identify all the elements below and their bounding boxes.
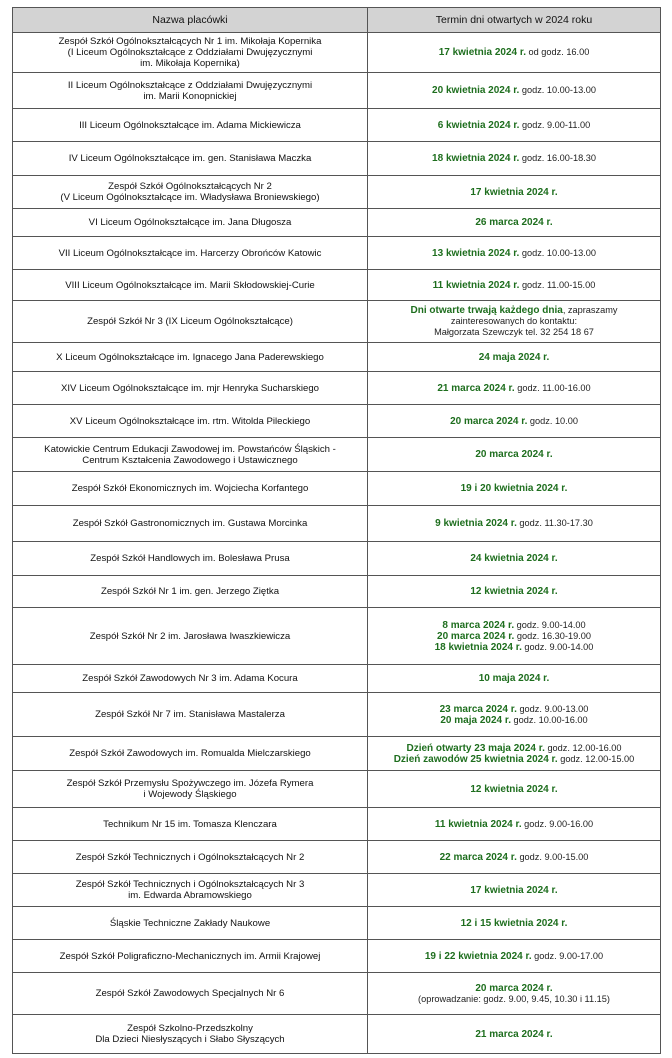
table-row <box>13 940 661 973</box>
table-row <box>13 737 661 771</box>
school-name-line: Zespół Szkół Nr 2 im. Jarosława Iwaszkiewicza <box>89 630 291 642</box>
school-name-cell <box>13 301 368 343</box>
school-name-line: X Liceum Ogólnokształcące im. Ignacego Jana Paderewskiego <box>56 351 324 363</box>
table-row <box>13 874 661 907</box>
open-days-line <box>374 280 654 291</box>
open-days-cell <box>368 343 661 372</box>
school-name-cell <box>13 771 368 808</box>
open-days-cell <box>368 1015 661 1054</box>
table-row <box>13 665 661 693</box>
school-name-cell <box>13 576 368 608</box>
open-days-line <box>374 715 654 726</box>
open-day-hours: godz. 11.00-15.00 <box>519 279 596 290</box>
open-days-line <box>374 327 654 338</box>
open-day-hours: godz. 12.00-15.00 <box>557 753 635 764</box>
open-day-date: 20 kwietnia 2024 r. <box>432 85 520 96</box>
school-name-cell <box>13 472 368 506</box>
open-days-line <box>374 743 654 754</box>
school-name-line: Zespół Szkół Nr 1 im. gen. Jerzego Ziętka <box>100 586 280 597</box>
school-name-line: (V Liceum Ogólnokształcące im. Władysława Broniewskiego) <box>60 192 320 203</box>
school-name-line: Zespół Szkół Nr 3 (IX Liceum Ogólnokształcące) <box>87 316 293 327</box>
open-days-line <box>374 483 654 494</box>
open-day-date: 20 marca 2024 r. <box>475 449 553 460</box>
open-days-line <box>374 620 654 631</box>
open-days-line <box>374 642 654 653</box>
open-days-line <box>374 248 654 259</box>
open-days-line <box>374 518 654 529</box>
school-name-cell <box>13 874 368 907</box>
open-day-date: 11 kwietnia 2024 r. <box>432 279 520 291</box>
school-name-line: Zespół Szkół Technicznych i Ogólnokształcących Nr 2 <box>75 851 305 863</box>
school-name-line: Zespół Szkół Ogólnokształcących Nr 2 <box>108 181 272 192</box>
table-row <box>13 438 661 472</box>
table-row <box>13 109 661 142</box>
open-days-table <box>12 7 661 1054</box>
school-name-cell <box>13 109 368 142</box>
open-day-hours: godz. 10.00-16.00 <box>511 714 588 725</box>
open-day-date: 20 maja 2024 r. <box>440 714 511 726</box>
table-row <box>13 1015 661 1054</box>
table-row <box>13 372 661 405</box>
school-name-line: im. Mikołaja Kopernika) <box>140 58 240 69</box>
open-day-date: Dni otwarte trwają każdego dnia <box>410 305 563 316</box>
table-body <box>13 33 661 1054</box>
school-name-cell <box>13 808 368 841</box>
school-name-line: Zespół Szkolno-Przedszkolny <box>127 1023 253 1034</box>
open-days-line <box>374 983 654 994</box>
open-day-hours: (oprowadzanie: godz. 9.00, 9.45, 10.30 i 11.15) <box>418 993 610 1004</box>
open-days-cell <box>368 209 661 237</box>
open-days-cell <box>368 608 661 665</box>
open-day-date: 17 kwietnia 2024 r. <box>438 47 526 58</box>
school-name-line: II Liceum Ogólnokształcące z Oddziałami Dwujęzycznymi <box>67 79 313 91</box>
open-day-date: 17 kwietnia 2024 r. <box>470 884 558 896</box>
school-name-cell <box>13 209 368 237</box>
school-name-cell <box>13 270 368 301</box>
school-name-line: Technikum Nr 15 im. Tomasza Klenczara <box>103 818 277 830</box>
open-day-date: 26 marca 2024 r. <box>475 217 553 228</box>
open-days-cell <box>368 841 661 874</box>
table-header <box>13 8 661 33</box>
open-days-cell <box>368 973 661 1015</box>
school-name-line: im. Edwarda Abramowskiego <box>128 890 252 901</box>
open-day-hours: godz. 9.00-16.00 <box>521 818 594 829</box>
school-name-line: im. Marii Konopnickiej <box>143 90 237 102</box>
school-name-line: IV Liceum Ogólnokształcące im. gen. Stanisława Maczka <box>68 153 312 164</box>
open-days-cell <box>368 472 661 506</box>
open-day-hours: Małgorzata Szewczyk tel. 32 254 18 67 <box>434 327 594 337</box>
school-name-cell <box>13 237 368 270</box>
table-row <box>13 576 661 608</box>
open-days-line <box>374 383 654 394</box>
open-days-line <box>374 586 654 597</box>
column-header-open-days: Termin dni otwartych w 2024 roku <box>368 8 661 33</box>
open-day-date: 10 maja 2024 r. <box>478 673 550 684</box>
open-days-cell <box>368 438 661 472</box>
school-name-cell <box>13 973 368 1015</box>
open-day-hours: godz. 16.30-19.00 <box>514 630 591 641</box>
school-name-line: Dla Dzieci Niesłyszących i Słabo Słyszących <box>95 1034 285 1045</box>
open-days-cell <box>368 33 661 73</box>
open-day-date: 24 maja 2024 r. <box>478 351 550 363</box>
open-day-hours: , zapraszamy <box>562 305 618 315</box>
open-day-date: 11 kwietnia 2024 r. <box>434 818 522 830</box>
open-days-cell <box>368 301 661 343</box>
open-days-cell <box>368 771 661 808</box>
open-days-line <box>374 316 654 327</box>
open-day-date: 6 kwietnia 2024 r. <box>437 119 520 131</box>
table-row <box>13 808 661 841</box>
open-day-date: 19 i 20 kwietnia 2024 r. <box>460 483 568 494</box>
table-row <box>13 176 661 209</box>
school-name-line: Zespół Szkół Ogólnokształcących Nr 1 im. Mikołaja Kopernika <box>58 36 322 47</box>
open-days-line <box>374 819 654 830</box>
open-days-cell <box>368 808 661 841</box>
school-name-line: Katowickie Centrum Edukacji Zawodowej im. Powstańców Śląskich - <box>44 443 336 455</box>
header-row <box>13 8 661 33</box>
table-row <box>13 209 661 237</box>
school-name-line: VI Liceum Ogólnokształcące im. Jana Długosza <box>88 217 292 228</box>
open-day-date: 21 marca 2024 r. <box>475 1028 553 1040</box>
open-days-table-wrapper <box>12 7 660 1054</box>
table-row <box>13 33 661 73</box>
open-days-line <box>374 994 654 1005</box>
school-name-line: Zespół Szkół Ekonomicznych im. Wojciecha Korfantego <box>71 483 309 494</box>
table-row <box>13 472 661 506</box>
open-day-date: 20 marca 2024 r. <box>475 982 553 994</box>
open-days-line <box>374 416 654 427</box>
open-day-date: 18 kwietnia 2024 r. <box>434 641 522 653</box>
school-name-cell <box>13 907 368 940</box>
open-days-line <box>374 704 654 715</box>
open-day-hours: od godz. 16.00 <box>525 47 590 57</box>
school-name-line: Centrum Kształcenia Zawodowego i Ustawicznego <box>82 454 298 466</box>
table-row <box>13 405 661 438</box>
school-name-line: XIV Liceum Ogólnokształcące im. mjr Henryka Sucharskiego <box>60 382 320 394</box>
school-name-cell <box>13 1015 368 1054</box>
school-name-cell <box>13 693 368 737</box>
open-day-hours: godz. 9.00-13.00 <box>516 703 589 714</box>
open-days-cell <box>368 372 661 405</box>
open-days-cell <box>368 693 661 737</box>
open-day-date: 22 marca 2024 r. <box>439 851 517 863</box>
school-name-line: Zespół Szkół Handlowych im. Bolesława Prusa <box>90 553 290 564</box>
school-name-line: Zespół Szkół Zawodowych im. Romualda Mielczarskiego <box>69 748 311 759</box>
open-days-cell <box>368 874 661 907</box>
open-day-date: 12 i 15 kwietnia 2024 r. <box>460 917 568 929</box>
open-day-hours: godz. 16.00-18.30 <box>519 153 596 163</box>
open-day-date: 12 kwietnia 2024 r. <box>470 783 558 795</box>
open-day-date: 19 i 22 kwietnia 2024 r. <box>424 950 532 962</box>
open-days-line <box>374 217 654 228</box>
school-name-cell <box>13 142 368 176</box>
open-days-cell <box>368 506 661 542</box>
school-name-line: Zespół Szkół Zawodowych Nr 3 im. Adama Kocura <box>82 673 298 684</box>
open-days-line <box>374 852 654 863</box>
open-days-line <box>374 153 654 164</box>
open-days-line <box>374 951 654 962</box>
open-day-date: 20 marca 2024 r. <box>450 415 528 427</box>
school-name-cell <box>13 841 368 874</box>
open-days-cell <box>368 109 661 142</box>
open-days-line <box>374 449 654 460</box>
school-name-cell <box>13 506 368 542</box>
open-day-hours: godz. 10.00-13.00 <box>519 247 596 258</box>
open-day-date: 18 kwietnia 2024 r. <box>432 153 520 164</box>
open-days-cell <box>368 907 661 940</box>
open-day-hours: godz. 9.00-14.00 <box>514 619 586 630</box>
open-days-cell <box>368 665 661 693</box>
school-name-line: Zespół Szkół Technicznych i Ogólnokształcących Nr 3 <box>75 879 305 890</box>
open-days-cell <box>368 270 661 301</box>
open-day-date: 8 marca 2024 r. <box>442 619 515 631</box>
table-row <box>13 73 661 109</box>
open-days-line <box>374 885 654 896</box>
school-name-cell <box>13 737 368 771</box>
open-days-cell <box>368 737 661 771</box>
school-name-line: Śląskie Techniczne Zakłady Naukowe <box>109 917 271 929</box>
open-day-date: 23 marca 2024 r. <box>439 703 517 715</box>
open-days-line <box>374 305 654 316</box>
open-day-hours: godz. 11.00-16.00 <box>514 382 591 393</box>
table-row <box>13 771 661 808</box>
school-name-cell <box>13 73 368 109</box>
open-days-line <box>374 784 654 795</box>
school-name-cell <box>13 438 368 472</box>
open-day-hours: godz. 9.00-15.00 <box>516 851 589 862</box>
open-days-line <box>374 352 654 363</box>
open-day-hours: godz. 9.00-17.00 <box>531 950 604 961</box>
school-name-cell <box>13 372 368 405</box>
school-name-line: III Liceum Ogólnokształcące im. Adama Mickiewicza <box>79 119 301 131</box>
open-day-hours: godz. 12.00-16.00 <box>544 742 622 753</box>
open-day-date: Dzień zawodów 25 kwietnia 2024 r. <box>393 753 558 765</box>
table-row <box>13 907 661 940</box>
school-name-line: Zespół Szkół Nr 7 im. Stanisława Mastalerza <box>95 709 285 720</box>
open-days-line <box>374 918 654 929</box>
table-row <box>13 301 661 343</box>
table-row <box>13 608 661 665</box>
school-name-cell <box>13 176 368 209</box>
table-row <box>13 542 661 576</box>
table-row <box>13 841 661 874</box>
school-name-cell <box>13 405 368 438</box>
open-day-hours: godz. 11.30-17.30 <box>516 518 593 528</box>
open-days-cell <box>368 405 661 438</box>
open-days-cell <box>368 142 661 176</box>
column-header-school-name: Nazwa placówki <box>13 8 368 33</box>
open-day-date: 12 kwietnia 2024 r. <box>470 586 558 597</box>
school-name-line: Zespół Szkół Poligraficzno-Mechanicznych im. Armii Krajowej <box>59 950 321 962</box>
table-row <box>13 693 661 737</box>
open-day-hours: zainteresowanych do kontaktu: <box>450 316 578 326</box>
open-days-cell <box>368 542 661 576</box>
open-day-hours: godz. 9.00-11.00 <box>519 119 591 130</box>
school-name-line: VIII Liceum Ogólnokształcące im. Marii Skłodowskiej-Curie <box>65 279 315 291</box>
school-name-line: VII Liceum Ogólnokształcące im. Harcerzy Obrońców Katowic <box>58 247 322 259</box>
table-row <box>13 142 661 176</box>
open-day-date: Dzień otwarty 23 maja 2024 r. <box>406 742 545 754</box>
school-name-line: XV Liceum Ogólnokształcące im. rtm. Witolda Pileckiego <box>69 415 311 427</box>
school-name-line: Zespół Szkół Przemysłu Spożywczego im. Józefa Rymera <box>66 778 314 789</box>
open-days-cell <box>368 176 661 209</box>
open-days-cell <box>368 940 661 973</box>
table-row <box>13 343 661 372</box>
open-days-cell <box>368 576 661 608</box>
school-name-line: i Wojewody Śląskiego <box>143 789 237 800</box>
open-day-date: 17 kwietnia 2024 r. <box>470 186 558 198</box>
open-days-line <box>374 631 654 642</box>
open-day-date: 20 marca 2024 r. <box>437 630 515 642</box>
table-row <box>13 506 661 542</box>
open-days-line <box>374 553 654 564</box>
school-name-cell <box>13 608 368 665</box>
school-name-line: Zespół Szkół Zawodowych Specjalnych Nr 6 <box>95 988 285 999</box>
open-days-line <box>374 85 654 96</box>
school-name-cell <box>13 940 368 973</box>
school-name-cell <box>13 33 368 73</box>
table-row <box>13 237 661 270</box>
open-days-cell <box>368 237 661 270</box>
open-day-date: 21 marca 2024 r. <box>437 382 515 394</box>
open-days-line <box>374 187 654 198</box>
school-name-line: Zespół Szkół Gastronomicznych im. Gustawa Morcinka <box>72 518 308 529</box>
open-days-line <box>374 1029 654 1040</box>
table-row <box>13 973 661 1015</box>
open-days-line <box>374 120 654 131</box>
open-day-date: 9 kwietnia 2024 r. <box>435 518 517 529</box>
open-day-date: 13 kwietnia 2024 r. <box>432 247 520 259</box>
open-days-line <box>374 47 654 58</box>
school-name-cell <box>13 665 368 693</box>
open-day-hours: godz. 9.00-14.00 <box>521 641 594 652</box>
open-days-line <box>374 754 654 765</box>
open-day-date: 24 kwietnia 2024 r. <box>470 553 558 564</box>
open-day-hours: godz. 10.00-13.00 <box>519 85 596 95</box>
open-days-line <box>374 673 654 684</box>
open-day-hours: godz. 10.00 <box>527 415 578 426</box>
school-name-line: (I Liceum Ogólnokształcące z Oddziałami Dwujęzycznymi <box>67 47 313 58</box>
school-name-cell <box>13 542 368 576</box>
open-days-cell <box>368 73 661 109</box>
school-name-cell <box>13 343 368 372</box>
table-row <box>13 270 661 301</box>
